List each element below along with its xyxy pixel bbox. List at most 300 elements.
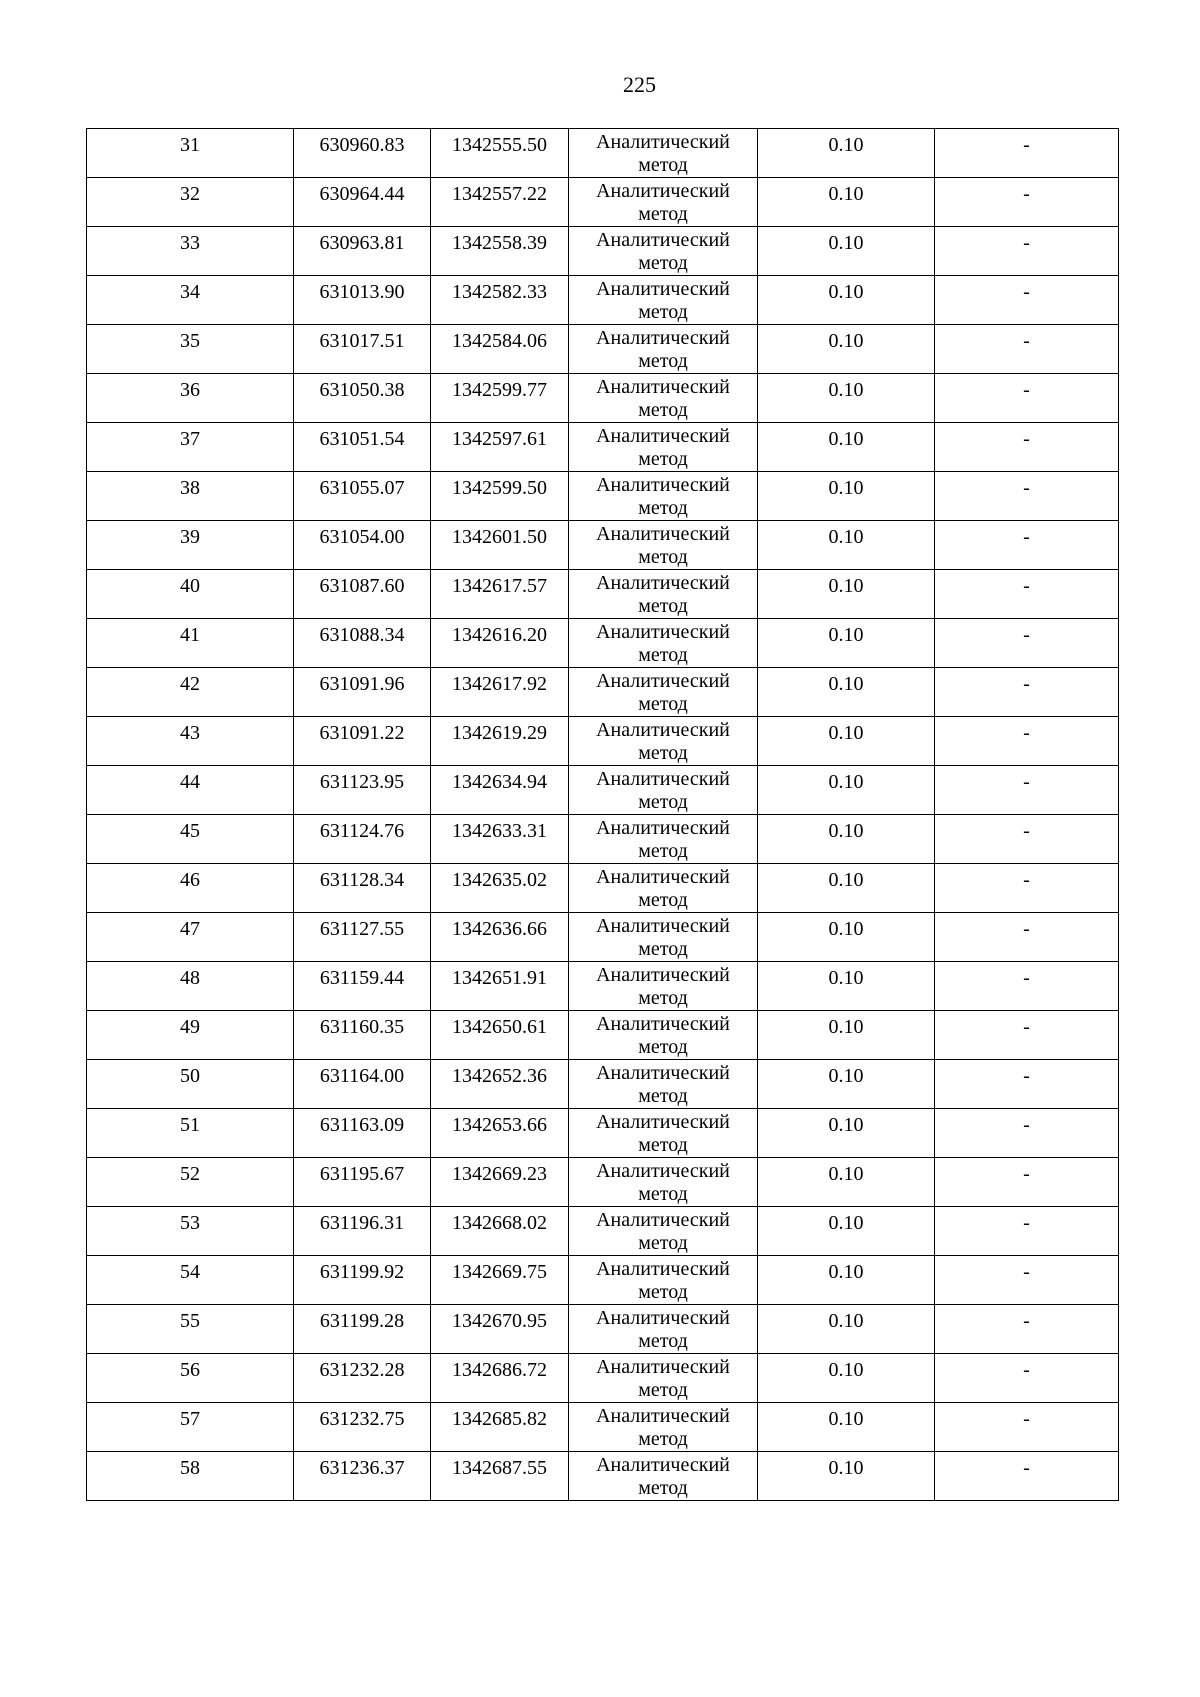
accuracy-cell	[758, 1011, 935, 1060]
note-cell-text: -	[1023, 624, 1030, 646]
point-number-cell-text: 34	[180, 281, 200, 303]
table-row	[87, 129, 1119, 178]
x-coordinate-cell-text: 631123.95	[319, 771, 405, 793]
x-coordinate-cell-text: 631051.54	[319, 428, 405, 450]
point-number-cell-text: 48	[180, 967, 200, 989]
x-coordinate-cell-text: 631160.35	[319, 1016, 405, 1038]
x-coordinate-cell-text: 631124.76	[319, 820, 405, 842]
y-coordinate-cell-text: 1342633.31	[452, 820, 547, 842]
point-number-cell	[87, 1207, 294, 1256]
coordinates-table	[86, 128, 1119, 1501]
method-cell-text: Аналитический метод	[596, 817, 730, 862]
x-coordinate-cell	[294, 325, 431, 374]
x-coordinate-cell	[294, 1011, 431, 1060]
x-coordinate-cell-text: 631054.00	[319, 526, 405, 548]
y-coordinate-cell-text: 1342582.33	[452, 281, 547, 303]
note-cell-text: -	[1023, 1016, 1030, 1038]
x-coordinate-cell	[294, 1452, 431, 1501]
accuracy-cell	[758, 227, 935, 276]
method-cell	[569, 1207, 758, 1256]
x-coordinate-cell	[294, 1060, 431, 1109]
accuracy-cell-text: 0.10	[828, 1310, 864, 1332]
accuracy-cell-text: 0.10	[828, 624, 864, 646]
method-cell-text: Аналитический метод	[596, 278, 730, 323]
y-coordinate-cell	[431, 423, 569, 472]
point-number-cell	[87, 1256, 294, 1305]
accuracy-cell	[758, 864, 935, 913]
method-cell	[569, 668, 758, 717]
point-number-cell-text: 32	[180, 183, 200, 205]
x-coordinate-cell	[294, 815, 431, 864]
method-cell-text: Аналитический метод	[596, 1111, 730, 1156]
x-coordinate-cell-text: 630963.81	[319, 232, 405, 254]
point-number-cell-text: 43	[180, 722, 200, 744]
note-cell	[935, 1158, 1119, 1207]
accuracy-cell-text: 0.10	[828, 281, 864, 303]
y-coordinate-cell-text: 1342668.02	[452, 1212, 547, 1234]
method-cell	[569, 1403, 758, 1452]
y-coordinate-cell	[431, 1452, 569, 1501]
note-cell-text: -	[1023, 1114, 1030, 1136]
point-number-cell	[87, 178, 294, 227]
y-coordinate-cell-text: 1342619.29	[452, 722, 547, 744]
accuracy-cell	[758, 521, 935, 570]
table-row	[87, 1158, 1119, 1207]
y-coordinate-cell	[431, 717, 569, 766]
x-coordinate-cell-text: 630964.44	[319, 183, 405, 205]
note-cell-text: -	[1023, 281, 1030, 303]
table-row	[87, 619, 1119, 668]
x-coordinate-cell-text: 631196.31	[319, 1212, 405, 1234]
table-row	[87, 668, 1119, 717]
accuracy-cell	[758, 913, 935, 962]
note-cell-text: -	[1023, 1310, 1030, 1332]
point-number-cell	[87, 1354, 294, 1403]
note-cell	[935, 962, 1119, 1011]
note-cell-text: -	[1023, 1457, 1030, 1479]
method-cell-text: Аналитический метод	[596, 866, 730, 911]
accuracy-cell	[758, 129, 935, 178]
method-cell	[569, 864, 758, 913]
method-cell	[569, 913, 758, 962]
y-coordinate-cell	[431, 1256, 569, 1305]
x-coordinate-cell-text: 631091.96	[319, 673, 405, 695]
x-coordinate-cell-text: 631013.90	[319, 281, 405, 303]
method-cell	[569, 717, 758, 766]
point-number-cell-text: 52	[180, 1163, 200, 1185]
table-row	[87, 1011, 1119, 1060]
y-coordinate-cell-text: 1342669.23	[452, 1163, 547, 1185]
note-cell	[935, 1207, 1119, 1256]
y-coordinate-cell	[431, 815, 569, 864]
table-row	[87, 276, 1119, 325]
note-cell-text: -	[1023, 967, 1030, 989]
point-number-cell-text: 55	[180, 1310, 200, 1332]
method-cell	[569, 1452, 758, 1501]
method-cell-text: Аналитический метод	[596, 1454, 730, 1499]
method-cell	[569, 1011, 758, 1060]
note-cell	[935, 619, 1119, 668]
method-cell-text: Аналитический метод	[596, 1405, 730, 1450]
note-cell	[935, 1060, 1119, 1109]
x-coordinate-cell	[294, 374, 431, 423]
y-coordinate-cell-text: 1342599.50	[452, 477, 547, 499]
y-coordinate-cell	[431, 1158, 569, 1207]
y-coordinate-cell-text: 1342652.36	[452, 1065, 547, 1087]
x-coordinate-cell	[294, 1403, 431, 1452]
note-cell	[935, 1354, 1119, 1403]
accuracy-cell-text: 0.10	[828, 232, 864, 254]
accuracy-cell	[758, 1452, 935, 1501]
point-number-cell-text: 54	[180, 1261, 200, 1283]
x-coordinate-cell	[294, 913, 431, 962]
point-number-cell-text: 47	[180, 918, 200, 940]
point-number-cell	[87, 766, 294, 815]
x-coordinate-cell-text: 631199.28	[319, 1310, 405, 1332]
accuracy-cell-text: 0.10	[828, 1212, 864, 1234]
point-number-cell	[87, 227, 294, 276]
note-cell	[935, 913, 1119, 962]
x-coordinate-cell-text: 631199.92	[319, 1261, 405, 1283]
accuracy-cell-text: 0.10	[828, 1457, 864, 1479]
y-coordinate-cell	[431, 178, 569, 227]
accuracy-cell	[758, 1354, 935, 1403]
x-coordinate-cell	[294, 1109, 431, 1158]
point-number-cell-text: 49	[180, 1016, 200, 1038]
y-coordinate-cell-text: 1342670.95	[452, 1310, 547, 1332]
accuracy-cell	[758, 815, 935, 864]
y-coordinate-cell-text: 1342636.66	[452, 918, 547, 940]
note-cell-text: -	[1023, 1212, 1030, 1234]
x-coordinate-cell-text: 631236.37	[319, 1457, 405, 1479]
x-coordinate-cell	[294, 129, 431, 178]
table-row	[87, 1207, 1119, 1256]
x-coordinate-cell-text: 630960.83	[319, 134, 405, 156]
method-cell-text: Аналитический метод	[596, 229, 730, 274]
y-coordinate-cell-text: 1342687.55	[452, 1457, 547, 1479]
x-coordinate-cell-text: 631055.07	[319, 477, 405, 499]
table-row	[87, 374, 1119, 423]
y-coordinate-cell-text: 1342617.92	[452, 673, 547, 695]
x-coordinate-cell-text: 631232.75	[319, 1408, 405, 1430]
accuracy-cell-text: 0.10	[828, 1261, 864, 1283]
method-cell	[569, 227, 758, 276]
table-row	[87, 472, 1119, 521]
point-number-cell-text: 40	[180, 575, 200, 597]
note-cell-text: -	[1023, 428, 1030, 450]
method-cell-text: Аналитический метод	[596, 1356, 730, 1401]
note-cell-text: -	[1023, 477, 1030, 499]
accuracy-cell	[758, 1305, 935, 1354]
method-cell-text: Аналитический метод	[596, 1062, 730, 1107]
point-number-cell	[87, 1452, 294, 1501]
note-cell	[935, 864, 1119, 913]
accuracy-cell-text: 0.10	[828, 869, 864, 891]
note-cell-text: -	[1023, 1261, 1030, 1283]
y-coordinate-cell-text: 1342651.91	[452, 967, 547, 989]
x-coordinate-cell	[294, 1305, 431, 1354]
x-coordinate-cell-text: 631017.51	[319, 330, 405, 352]
note-cell-text: -	[1023, 820, 1030, 842]
x-coordinate-cell-text: 631088.34	[319, 624, 405, 646]
accuracy-cell	[758, 1403, 935, 1452]
y-coordinate-cell-text: 1342584.06	[452, 330, 547, 352]
point-number-cell-text: 31	[180, 134, 200, 156]
method-cell-text: Аналитический метод	[596, 131, 730, 176]
accuracy-cell	[758, 276, 935, 325]
note-cell-text: -	[1023, 1359, 1030, 1381]
accuracy-cell	[758, 178, 935, 227]
note-cell	[935, 325, 1119, 374]
table-row	[87, 913, 1119, 962]
table-row	[87, 766, 1119, 815]
accuracy-cell	[758, 717, 935, 766]
method-cell-text: Аналитический метод	[596, 915, 730, 960]
method-cell	[569, 325, 758, 374]
y-coordinate-cell	[431, 1354, 569, 1403]
method-cell-text: Аналитический метод	[596, 719, 730, 764]
accuracy-cell	[758, 1158, 935, 1207]
x-coordinate-cell-text: 631164.00	[319, 1065, 405, 1087]
x-coordinate-cell-text: 631163.09	[319, 1114, 405, 1136]
y-coordinate-cell-text: 1342557.22	[452, 183, 547, 205]
note-cell	[935, 668, 1119, 717]
y-coordinate-cell	[431, 864, 569, 913]
point-number-cell	[87, 962, 294, 1011]
note-cell	[935, 717, 1119, 766]
x-coordinate-cell	[294, 766, 431, 815]
accuracy-cell-text: 0.10	[828, 379, 864, 401]
accuracy-cell	[758, 1109, 935, 1158]
y-coordinate-cell	[431, 619, 569, 668]
method-cell-text: Аналитический метод	[596, 670, 730, 715]
table-row	[87, 717, 1119, 766]
accuracy-cell	[758, 668, 935, 717]
x-coordinate-cell	[294, 717, 431, 766]
x-coordinate-cell	[294, 276, 431, 325]
x-coordinate-cell	[294, 962, 431, 1011]
point-number-cell-text: 46	[180, 869, 200, 891]
method-cell	[569, 521, 758, 570]
note-cell	[935, 570, 1119, 619]
method-cell-text: Аналитический метод	[596, 768, 730, 813]
table-row	[87, 1060, 1119, 1109]
x-coordinate-cell-text: 631128.34	[319, 869, 405, 891]
note-cell-text: -	[1023, 526, 1030, 548]
accuracy-cell-text: 0.10	[828, 183, 864, 205]
method-cell	[569, 619, 758, 668]
method-cell-text: Аналитический метод	[596, 572, 730, 617]
x-coordinate-cell	[294, 472, 431, 521]
y-coordinate-cell	[431, 1207, 569, 1256]
point-number-cell	[87, 815, 294, 864]
note-cell	[935, 374, 1119, 423]
note-cell	[935, 766, 1119, 815]
accuracy-cell-text: 0.10	[828, 1163, 864, 1185]
note-cell	[935, 1452, 1119, 1501]
table-row	[87, 423, 1119, 472]
x-coordinate-cell-text: 631232.28	[319, 1359, 405, 1381]
table-row	[87, 521, 1119, 570]
method-cell-text: Аналитический метод	[596, 425, 730, 470]
y-coordinate-cell	[431, 913, 569, 962]
point-number-cell-text: 36	[180, 379, 200, 401]
accuracy-cell-text: 0.10	[828, 722, 864, 744]
accuracy-cell	[758, 766, 935, 815]
y-coordinate-cell-text: 1342685.82	[452, 1408, 547, 1430]
note-cell	[935, 178, 1119, 227]
table-row	[87, 962, 1119, 1011]
point-number-cell	[87, 521, 294, 570]
note-cell-text: -	[1023, 134, 1030, 156]
point-number-cell-text: 50	[180, 1065, 200, 1087]
accuracy-cell-text: 0.10	[828, 1408, 864, 1430]
method-cell-text: Аналитический метод	[596, 1209, 730, 1254]
method-cell	[569, 1158, 758, 1207]
x-coordinate-cell	[294, 570, 431, 619]
y-coordinate-cell	[431, 472, 569, 521]
note-cell	[935, 521, 1119, 570]
x-coordinate-cell	[294, 1256, 431, 1305]
note-cell-text: -	[1023, 183, 1030, 205]
y-coordinate-cell	[431, 325, 569, 374]
note-cell	[935, 423, 1119, 472]
point-number-cell-text: 33	[180, 232, 200, 254]
method-cell	[569, 1354, 758, 1403]
x-coordinate-cell	[294, 619, 431, 668]
x-coordinate-cell-text: 631050.38	[319, 379, 405, 401]
point-number-cell-text: 44	[180, 771, 200, 793]
accuracy-cell-text: 0.10	[828, 477, 864, 499]
point-number-cell	[87, 1011, 294, 1060]
table-row	[87, 1452, 1119, 1501]
y-coordinate-cell-text: 1342555.50	[452, 134, 547, 156]
y-coordinate-cell	[431, 766, 569, 815]
accuracy-cell-text: 0.10	[828, 967, 864, 989]
x-coordinate-cell-text: 631127.55	[319, 918, 405, 940]
point-number-cell	[87, 913, 294, 962]
accuracy-cell	[758, 962, 935, 1011]
x-coordinate-cell	[294, 178, 431, 227]
accuracy-cell-text: 0.10	[828, 1114, 864, 1136]
point-number-cell-text: 35	[180, 330, 200, 352]
method-cell-text: Аналитический метод	[596, 376, 730, 421]
point-number-cell	[87, 1060, 294, 1109]
y-coordinate-cell-text: 1342558.39	[452, 232, 547, 254]
method-cell	[569, 423, 758, 472]
method-cell	[569, 178, 758, 227]
point-number-cell-text: 53	[180, 1212, 200, 1234]
accuracy-cell-text: 0.10	[828, 575, 864, 597]
y-coordinate-cell	[431, 521, 569, 570]
x-coordinate-cell-text: 631159.44	[319, 967, 405, 989]
y-coordinate-cell	[431, 1109, 569, 1158]
point-number-cell-text: 57	[180, 1408, 200, 1430]
accuracy-cell-text: 0.10	[828, 918, 864, 940]
y-coordinate-cell-text: 1342669.75	[452, 1261, 547, 1283]
note-cell-text: -	[1023, 673, 1030, 695]
method-cell	[569, 1060, 758, 1109]
note-cell-text: -	[1023, 1408, 1030, 1430]
x-coordinate-cell-text: 631195.67	[319, 1163, 405, 1185]
accuracy-cell	[758, 1207, 935, 1256]
table-row	[87, 227, 1119, 276]
y-coordinate-cell-text: 1342635.02	[452, 869, 547, 891]
method-cell-text: Аналитический метод	[596, 474, 730, 519]
point-number-cell	[87, 374, 294, 423]
point-number-cell	[87, 570, 294, 619]
point-number-cell-text: 37	[180, 428, 200, 450]
note-cell	[935, 472, 1119, 521]
method-cell-text: Аналитический метод	[596, 621, 730, 666]
accuracy-cell	[758, 1256, 935, 1305]
point-number-cell-text: 51	[180, 1114, 200, 1136]
point-number-cell-text: 39	[180, 526, 200, 548]
y-coordinate-cell-text: 1342653.66	[452, 1114, 547, 1136]
y-coordinate-cell	[431, 1305, 569, 1354]
note-cell	[935, 1256, 1119, 1305]
accuracy-cell	[758, 423, 935, 472]
method-cell	[569, 129, 758, 178]
accuracy-cell-text: 0.10	[828, 330, 864, 352]
accuracy-cell-text: 0.10	[828, 526, 864, 548]
x-coordinate-cell	[294, 227, 431, 276]
note-cell	[935, 129, 1119, 178]
point-number-cell	[87, 668, 294, 717]
table-row	[87, 864, 1119, 913]
y-coordinate-cell	[431, 374, 569, 423]
table-row	[87, 1256, 1119, 1305]
accuracy-cell-text: 0.10	[828, 428, 864, 450]
accuracy-cell	[758, 1060, 935, 1109]
y-coordinate-cell-text: 1342617.57	[452, 575, 547, 597]
note-cell	[935, 276, 1119, 325]
y-coordinate-cell	[431, 668, 569, 717]
x-coordinate-cell	[294, 1207, 431, 1256]
method-cell	[569, 1256, 758, 1305]
point-number-cell	[87, 864, 294, 913]
y-coordinate-cell	[431, 1403, 569, 1452]
point-number-cell-text: 45	[180, 820, 200, 842]
x-coordinate-cell	[294, 423, 431, 472]
x-coordinate-cell	[294, 864, 431, 913]
accuracy-cell	[758, 325, 935, 374]
point-number-cell-text: 56	[180, 1359, 200, 1381]
y-coordinate-cell	[431, 1060, 569, 1109]
method-cell-text: Аналитический метод	[596, 1160, 730, 1205]
y-coordinate-cell	[431, 276, 569, 325]
accuracy-cell-text: 0.10	[828, 1016, 864, 1038]
y-coordinate-cell	[431, 570, 569, 619]
accuracy-cell-text: 0.10	[828, 1065, 864, 1087]
y-coordinate-cell	[431, 962, 569, 1011]
note-cell-text: -	[1023, 379, 1030, 401]
method-cell	[569, 962, 758, 1011]
point-number-cell	[87, 1403, 294, 1452]
method-cell-text: Аналитический метод	[596, 1258, 730, 1303]
x-coordinate-cell-text: 631091.22	[319, 722, 405, 744]
point-number-cell	[87, 423, 294, 472]
y-coordinate-cell-text: 1342634.94	[452, 771, 547, 793]
table-row	[87, 570, 1119, 619]
point-number-cell-text: 42	[180, 673, 200, 695]
y-coordinate-cell	[431, 1011, 569, 1060]
note-cell-text: -	[1023, 330, 1030, 352]
method-cell	[569, 276, 758, 325]
table-row	[87, 1305, 1119, 1354]
note-cell-text: -	[1023, 575, 1030, 597]
accuracy-cell	[758, 619, 935, 668]
